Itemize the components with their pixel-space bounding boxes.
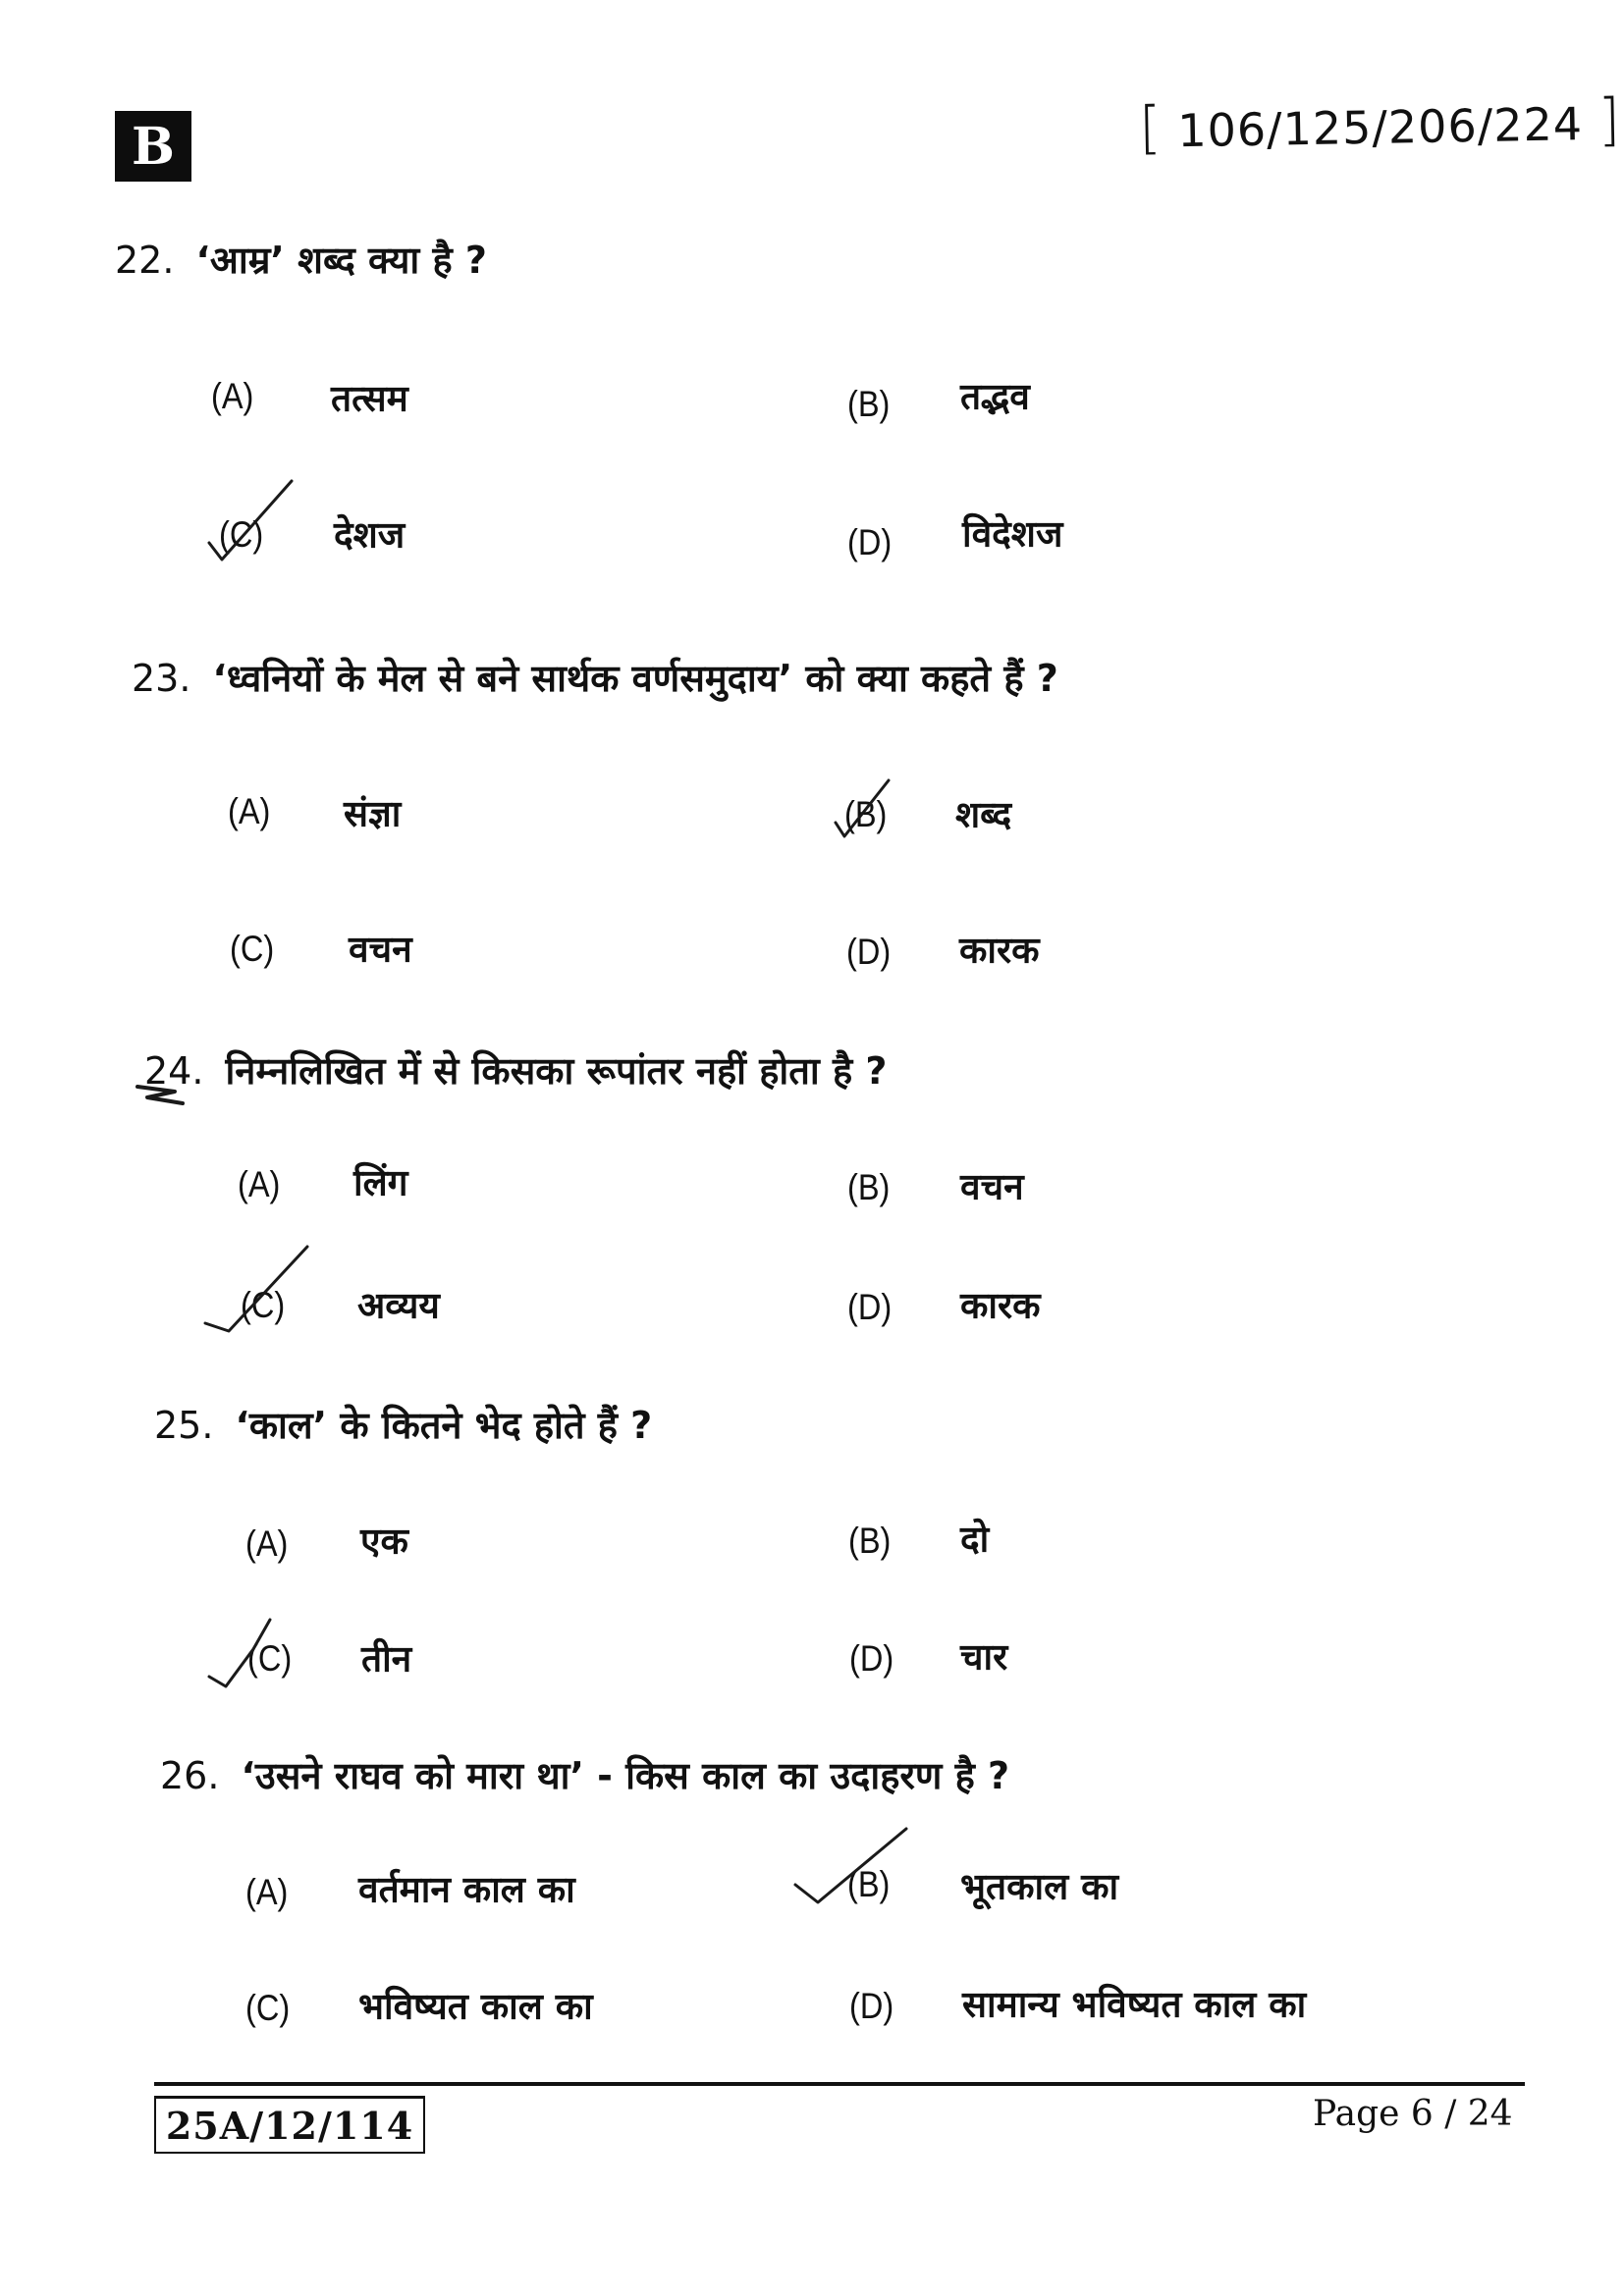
q25-option-d-label[interactable]: (D) [849, 1638, 894, 1679]
paper-codes: 106/125/206/224 [1176, 97, 1584, 158]
q22-option-c-text: देशज [334, 513, 406, 557]
q25-option-c-text: तीन [361, 1637, 412, 1681]
question-24 [144, 1044, 887, 1095]
question-number: 25. [154, 1404, 214, 1447]
booklet-code: 25A/12/114 [165, 2103, 414, 2148]
q25-option-b-text: दो [960, 1518, 990, 1561]
q26-option-b-text: भूतकाल का [960, 1865, 1119, 1908]
q22-option-b-text: तद्भव [960, 375, 1030, 418]
q24-option-b-label[interactable]: (B) [847, 1167, 891, 1207]
bracket-open: [ [1138, 93, 1164, 161]
q25-option-b-label[interactable]: (B) [848, 1521, 892, 1561]
question-25 [154, 1399, 652, 1450]
q22-option-d-label[interactable]: (D) [847, 522, 893, 562]
question-23 [132, 652, 1058, 703]
question-text: ‘आम्र’ शब्द क्या है ? [195, 239, 487, 282]
question-number: 22. [115, 239, 175, 282]
footer-divider [154, 2082, 1525, 2086]
question-26 [160, 1749, 1009, 1800]
q23-option-a-text: संज्ञा [344, 792, 402, 835]
question-number: 26. [160, 1754, 220, 1797]
q22-option-c-label[interactable]: (C) [219, 514, 264, 555]
q25-option-c-label[interactable]: (C) [247, 1638, 293, 1679]
question-number: 24. [144, 1049, 204, 1093]
question-number: 23. [132, 657, 191, 700]
q26-option-b-label[interactable]: (B) [847, 1864, 891, 1904]
q24-option-a-text: लिंग [353, 1161, 408, 1204]
paper-codes-header [1138, 85, 1621, 161]
q25-option-a-label[interactable]: (A) [245, 1523, 289, 1564]
bracket-close: ] [1597, 85, 1622, 153]
q25-option-d-text: चार [960, 1635, 1008, 1679]
q23-option-b-label[interactable]: (B) [844, 794, 888, 834]
q26-option-d-text: सामान्य भविष्यत काल का [962, 1983, 1307, 2026]
q26-option-d-label[interactable]: (D) [849, 1986, 894, 2026]
q23-option-c-text: वचन [349, 928, 412, 971]
question-text: निम्नलिखित में से किसका रूपांतर नहीं होता है ? [225, 1049, 888, 1093]
question-text: ‘उसने राघव को मारा था’ - किस काल का उदाहरण है ? [241, 1754, 1010, 1797]
q24-option-b-text: वचन [960, 1165, 1024, 1208]
q22-option-a-text: तत्सम [331, 377, 408, 420]
q22-option-b-label[interactable]: (B) [847, 384, 891, 424]
q23-option-b-text: शब्द [955, 793, 1012, 836]
q22-option-d-text: विदेशज [962, 512, 1063, 556]
q26-option-a-text: वर्तमान काल का [358, 1868, 575, 1911]
q26-option-c-text: भविष्यत काल का [358, 1985, 593, 2028]
q23-option-d-text: कारक [959, 929, 1040, 972]
booklet-code-box [154, 2096, 425, 2154]
set-label-badge [115, 111, 191, 182]
q24-option-c-text: अव्यय [357, 1284, 440, 1327]
question-22 [115, 234, 487, 285]
q24-option-d-text: कारक [960, 1284, 1041, 1327]
q26-option-a-label[interactable]: (A) [245, 1872, 289, 1912]
q25-option-a-text: एक [360, 1520, 408, 1563]
q24-option-c-label[interactable]: (C) [241, 1285, 286, 1325]
question-text: ‘ध्वनियों के मेल से बने सार्थक वर्णसमुदाय’ को क्या कहते हैं ? [212, 657, 1058, 700]
q23-option-d-label[interactable]: (D) [846, 932, 892, 972]
q23-option-c-label[interactable]: (C) [230, 929, 275, 969]
q24-option-d-label[interactable]: (D) [847, 1287, 893, 1327]
q26-option-c-label[interactable]: (C) [245, 1988, 291, 2028]
q24-option-a-label[interactable]: (A) [238, 1164, 281, 1204]
page-number: Page 6 / 24 [1313, 2094, 1513, 2134]
question-text: ‘काल’ के कितने भेद होते हैं ? [235, 1404, 653, 1447]
q23-option-a-label[interactable]: (A) [228, 791, 271, 831]
q22-option-a-label[interactable]: (A) [211, 376, 254, 416]
set-label: B [132, 116, 175, 177]
